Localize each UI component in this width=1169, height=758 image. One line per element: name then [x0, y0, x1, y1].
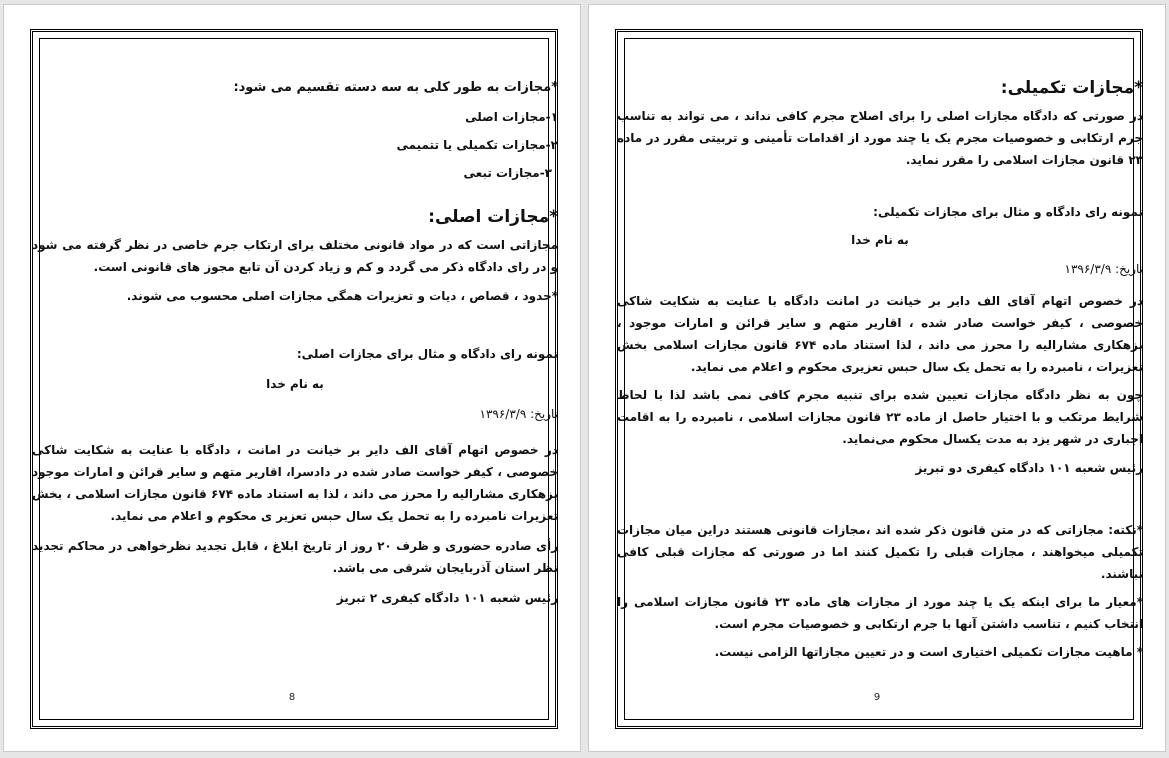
criterion-paragraph: *معیار ما برای اینکه یک یا چند مورد از مجازات های ماده ۲۳ قانون مجازات اسلامی را انتخاب کنیم ، تناسب داشتن آنها با جرم ارتکابی و خصوصیات مجرم است. — [617, 595, 1143, 631]
intro-line: *مجازات به طور کلی به سه دسته تقسیم می شود: — [233, 80, 558, 95]
page-content — [617, 49, 1143, 663]
examples-paragraph: *حدود ، قصاص ، دیات و تعزیرات همگی مجازات اصلی محسوب می شوند. — [126, 289, 558, 303]
bismillah: به نام خدا — [851, 233, 909, 247]
bismillah: به نام خدا — [266, 377, 324, 391]
sample-title: نمونه رای دادگاه و مثال برای مجازات تکمیلی: — [873, 205, 1143, 219]
note-paragraph: *نکته: مجازاتی که در متن قانون ذکر شده اند ،مجازات قانونی هستند دراین میان مجازات تکمیلی میخواهند ، مجازات قبلی را تکمیل کنند اما در صورتی که مجازات قبلی کافی نباشند. — [617, 523, 1143, 581]
list-item: ۳-مجازات تبعی — [463, 166, 552, 180]
definition-paragraph: مجازاتی است که در مواد قانونی مختلف برای ارتکاب جرم خاصی در نظر گرفته می شود و در رای دادگاه ذکر می گردد و کم و زیاد کردن آن تابع مجوز های قانونی است. — [32, 238, 558, 274]
judge-signature: رئیس شعبه ۱۰۱ دادگاه کیفری دو تبریز — [915, 461, 1143, 475]
verdict-date: تاریخ: ۱۳۹۶/۳/۹ — [479, 407, 558, 421]
list-item: ۲-مجازات تکمیلی یا تتمیمی — [396, 138, 558, 152]
verdict-date: تاریخ: ۱۳۹۶/۳/۹ — [1064, 262, 1143, 276]
sample-title: نمونه رای دادگاه و مثال برای مجازات اصلی: — [296, 347, 558, 361]
document-page-9 — [588, 4, 1166, 752]
verdict-paragraph: در خصوص اتهام آقای الف دایر بر خیانت در امانت ، دادگاه با عنایت به شکایت شاکی خصوصی ، کیفر خواست صادر شده در دادسرا، اقاریر متهم و سایر قرائن و امارات موجود بزهکاری مشارالیه را محرز می داند ، لذا به استناد ماده ۶۷۴ قانون مجازات اسلامی ، بخش تعزیرات نامبرده را به تحمل یک سال حبس تعزیر ی محکوم و اعلام می نماید. — [32, 443, 558, 523]
document-page-8 — [3, 4, 581, 752]
nature-paragraph: * ماهیت مجازات تکمیلی اختیاری است و در تعیین مجازاتها الزامی نیست. — [714, 645, 1143, 659]
section-heading: *مجازات تکمیلی: — [1000, 78, 1143, 98]
definition-paragraph: در صورتی که دادگاه مجازات اصلی را برای اصلاح مجرم کافی نداند ، می تواند به تناسب جرم ارتکابی و خصوصیات مجرم یک یا چند مورد از اقدامات تأمینی و تربیتی مقرر در ماده ۲۳ قانون مجازات اسلامی را مقرر نماید. — [617, 109, 1143, 167]
appeal-paragraph: رأی صادره حضوری و ظرف ۲۰ روز از تاریخ ابلاغ ، قابل تجدید نظرخواهی در محاکم تجدید نظر استان آذربایجان شرقی می باشد. — [32, 539, 558, 575]
supplement-paragraph: چون به نظر دادگاه مجازات تعیین شده برای تنبیه مجرم کافی نمی باشد لذا با لحاظ شرایط مرتکب و با اختیار حاصل از ماده ۲۳ قانون مجازات اسلامی ، نامبرده را به اقامت اجباری در شهر یزد به مدت یکسال محکوم می‌نماید. — [617, 388, 1143, 446]
verdict-paragraph: در خصوص اتهام آقای الف دایر بر خیانت در امانت دادگاه با عنایت به شکایت شاکی خصوصی ، کیفر خواست صادر شده ، اقاریر متهم و سایر قرائن و امارات موجود ، بزهکاری مشارالیه را محرز می داند ، لذا استناد ماده ۶۷۴ قانون مجازات اسلامی بخش تعزیرات ، نامبرده را به تحمل یک سال حبس تعزیری محکوم و اعلام می نماید. — [617, 294, 1143, 374]
section-heading: *مجازات اصلی: — [428, 207, 558, 227]
page-content — [32, 49, 558, 609]
page-number: 8 — [288, 692, 296, 703]
list-item: ۱-مجازات اصلی — [465, 110, 558, 124]
page-number: 9 — [873, 692, 881, 703]
judge-signature: رئیس شعبه ۱۰۱ دادگاه کیفری ۲ تبریز — [336, 591, 558, 605]
